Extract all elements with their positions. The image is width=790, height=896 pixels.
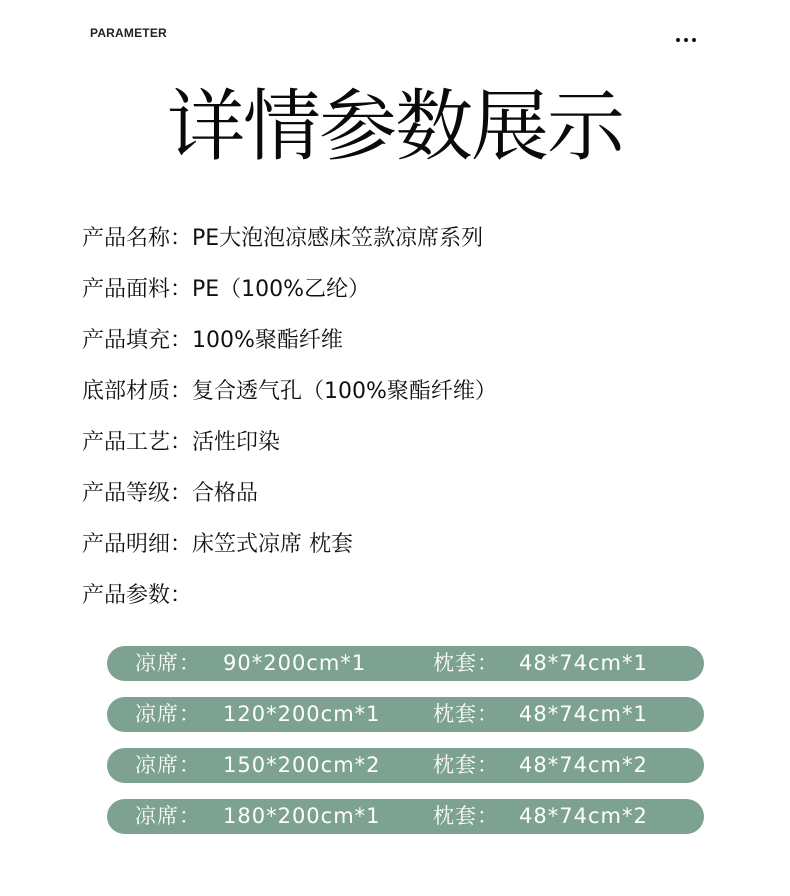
param-row <box>82 426 497 477</box>
pillow-label: 枕套： <box>433 702 499 726</box>
page-title: 详情参数展示 <box>166 82 623 172</box>
pillow-label: 枕套： <box>433 753 499 777</box>
spec-list <box>107 646 704 850</box>
param-row <box>82 477 497 528</box>
param-list <box>82 222 497 630</box>
mat-label: 凉席： <box>135 651 201 675</box>
mat-size: 90*200cm*1 <box>223 651 367 675</box>
param-row <box>82 222 497 273</box>
param-value: 床笠式凉席 枕套 <box>192 532 354 557</box>
param-label: 产品明细： <box>82 532 193 557</box>
pillow-size: 48*74cm*1 <box>519 702 648 726</box>
param-row <box>82 375 497 426</box>
pillow-label: 枕套： <box>433 651 499 675</box>
mat-size: 120*200cm*1 <box>223 702 381 726</box>
spec-pill <box>107 748 704 783</box>
param-label: 产品工艺： <box>82 430 193 455</box>
more-horizontal-icon[interactable] <box>676 37 696 43</box>
param-label: 产品等级： <box>82 481 193 506</box>
param-value: 复合透气孔（100%聚酯纤维） <box>192 379 497 404</box>
mat-label: 凉席： <box>135 804 201 828</box>
param-label: 底部材质： <box>82 379 193 404</box>
mat-size: 150*200cm*2 <box>223 753 381 777</box>
param-row <box>82 324 497 375</box>
mat-label: 凉席： <box>135 702 201 726</box>
param-label: 产品面料： <box>82 277 193 302</box>
param-value: PE大泡泡凉感床笠款凉席系列 <box>192 226 484 251</box>
mat-label: 凉席： <box>135 753 201 777</box>
param-row <box>82 528 497 579</box>
mat-size: 180*200cm*1 <box>223 804 381 828</box>
eyebrow-label: PARAMETER <box>90 26 167 40</box>
pillow-size: 48*74cm*1 <box>519 651 648 675</box>
param-label: 产品名称： <box>82 226 193 251</box>
param-label: 产品参数： <box>82 583 193 608</box>
param-value: 合格品 <box>192 481 259 506</box>
pillow-size: 48*74cm*2 <box>519 753 648 777</box>
pillow-label: 枕套： <box>433 804 499 828</box>
param-row <box>82 579 497 630</box>
spec-pill <box>107 799 704 834</box>
param-value: 100%聚酯纤维 <box>192 328 343 353</box>
param-label: 产品填充： <box>82 328 193 353</box>
param-value: PE（100%乙纶） <box>192 277 371 302</box>
spec-pill <box>107 646 704 681</box>
param-value: 活性印染 <box>192 430 281 455</box>
param-row <box>82 273 497 324</box>
pillow-size: 48*74cm*2 <box>519 804 648 828</box>
spec-pill <box>107 697 704 732</box>
